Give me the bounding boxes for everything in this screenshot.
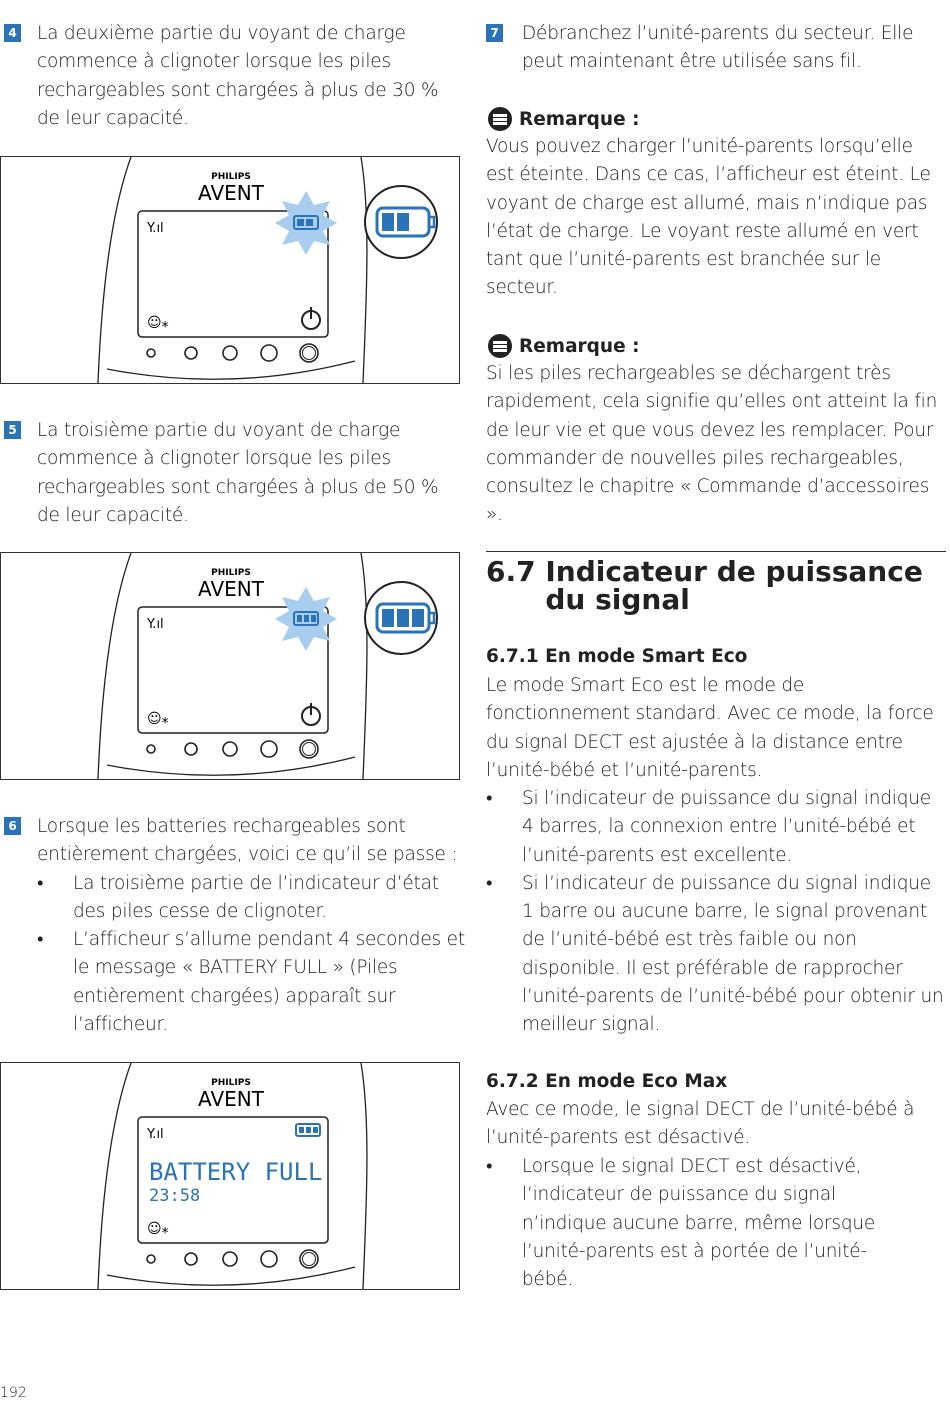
subsection-2-bullets <box>486 1153 916 1294</box>
step-6 <box>4 813 465 1039</box>
note-1-heading <box>488 107 639 131</box>
button-4 <box>261 1251 277 1267</box>
figure-charging-50 <box>0 552 460 780</box>
step-text: Lorsque les batteries rechargeables sont entièrement chargées, voici ce qu’il se passe : <box>37 816 458 866</box>
button-3 <box>223 742 237 756</box>
lcd-message: BATTERY FULL <box>149 1158 323 1186</box>
section-heading <box>486 555 946 616</box>
button-1 <box>147 349 155 357</box>
figure-charging-30 <box>0 156 460 384</box>
list-item: • Si l’indicateur de puissance du signal indique 1 barre ou aucune barre, le signal provenant de l’unité-bébé est très faible ou non disponible. Il est préférable de rapprocher l’unité-parents de l’unité-bébé pour obtenir un meilleur signal. <box>486 870 946 1040</box>
section-rule <box>486 551 946 552</box>
step-text: Débranchez l’unité-parents du secteur. Elle peut maintenant être utilisée sans fil. <box>522 23 914 73</box>
section-number: 6.7 <box>486 555 536 588</box>
button-3 <box>223 1252 237 1266</box>
brand-top: PHILIPS <box>211 1078 251 1088</box>
button-4 <box>261 741 277 757</box>
step-4 <box>4 20 465 133</box>
button-2 <box>185 1253 197 1265</box>
brand-top: PHILIPS <box>211 172 251 182</box>
step-7 <box>486 20 950 77</box>
note-icon <box>488 107 512 131</box>
note-title: Remarque : <box>519 335 640 357</box>
list-item: • L’afficheur s’allume pendant 4 secondes et le message « BATTERY FULL » (Piles entièrement chargées) apparaît sur l’afficheur. <box>37 926 465 1039</box>
button-2 <box>185 743 197 755</box>
step-number: 6 <box>4 817 21 835</box>
button-2 <box>185 347 197 359</box>
subsection-1-bullets <box>486 785 946 1040</box>
note-1-text: Vous pouvez charger l’unité-parents lorsqu’elle est éteinte. Dans ce cas, l’afficheur est éteint. Le voyant de charge est allumé, mais n’indique pas l’état de charge. Le voyant reste allumé en vert tant que l’unité-parents est branchée sur le secteur. <box>486 136 931 299</box>
brand-bottom: AVENT <box>198 181 264 205</box>
cry-voice-icon: ☺⁎ <box>147 1221 169 1237</box>
note-2-heading <box>488 334 639 358</box>
lcd-time: 23:58 <box>149 1186 201 1206</box>
page-number: 192 <box>0 1385 27 1401</box>
parent-unit-illustration <box>1 1063 459 1289</box>
brand-bottom: AVENT <box>198 577 264 601</box>
step-number: 5 <box>4 421 21 439</box>
step-6-bullets <box>37 870 465 1040</box>
list-item: • La troisième partie de l’indicateur d’état des piles cesse de clignoter. <box>37 870 465 927</box>
cry-voice-icon: ☺⁎ <box>147 711 169 727</box>
subsection-1-title: 6.7.1 En mode Smart Eco <box>486 646 748 667</box>
button-1 <box>147 745 155 753</box>
figure-battery-full <box>0 1062 460 1290</box>
list-item: • Si l’indicateur de puissance du signal indique 4 barres, la connexion entre l’unité-bébé et l’unité-parents est excellente. <box>486 785 946 870</box>
signal-icon: Y.ıl <box>147 221 164 236</box>
button-4 <box>261 345 277 361</box>
note-title: Remarque : <box>519 108 640 130</box>
section-title: Indicateur de puissance du signal <box>545 555 923 616</box>
parent-unit-illustration <box>1 157 459 383</box>
button-1 <box>147 1255 155 1263</box>
note-icon <box>488 334 512 358</box>
subsection-2-text: Avec ce mode, le signal DECT de l’unité-bébé à l’unité-parents est désactivé. <box>486 1099 915 1149</box>
step-text: La troisième partie du voyant de charge commence à clignoter lorsque les piles rechargeables sont chargées à plus de 50 % de leur capacité. <box>37 420 439 526</box>
subsection-1-text: Le mode Smart Eco est le mode de fonctionnement standard. Avec ce mode, la force du signal DECT est ajustée à la distance entre l’unité-bébé et l’unité-parents. <box>486 675 934 781</box>
step-5 <box>4 417 465 530</box>
button-3 <box>223 346 237 360</box>
signal-icon: Y.ıl <box>147 1127 164 1142</box>
signal-icon: Y.ıl <box>147 617 164 632</box>
step-text: La deuxième partie du voyant de charge commence à clignoter lorsque les piles rechargeables sont chargées à plus de 30 % de leur capacité. <box>37 23 439 129</box>
step-number: 4 <box>4 24 21 42</box>
step-number: 7 <box>486 24 503 42</box>
list-item: • Lorsque le signal DECT est désactivé, l’indicateur de puissance du signal n’indique aucune barre, même lorsque l’unité-parents est à portée de l’unité-bébé. <box>486 1153 916 1294</box>
brand-bottom: AVENT <box>198 1087 264 1111</box>
note-2-text: Si les piles rechargeables se déchargent très rapidement, cela signifie qu’elles ont atteint la fin de leur vie et que vous devez les remplacer. Pour commander de nouvelles piles rechargeables, consultez le chapitre « Commande d’accessoires ». <box>486 363 938 526</box>
subsection-2-title: 6.7.2 En mode Eco Max <box>486 1071 728 1092</box>
cry-voice-icon: ☺⁎ <box>147 315 169 331</box>
parent-unit-illustration <box>1 553 459 779</box>
brand-top: PHILIPS <box>211 568 251 578</box>
